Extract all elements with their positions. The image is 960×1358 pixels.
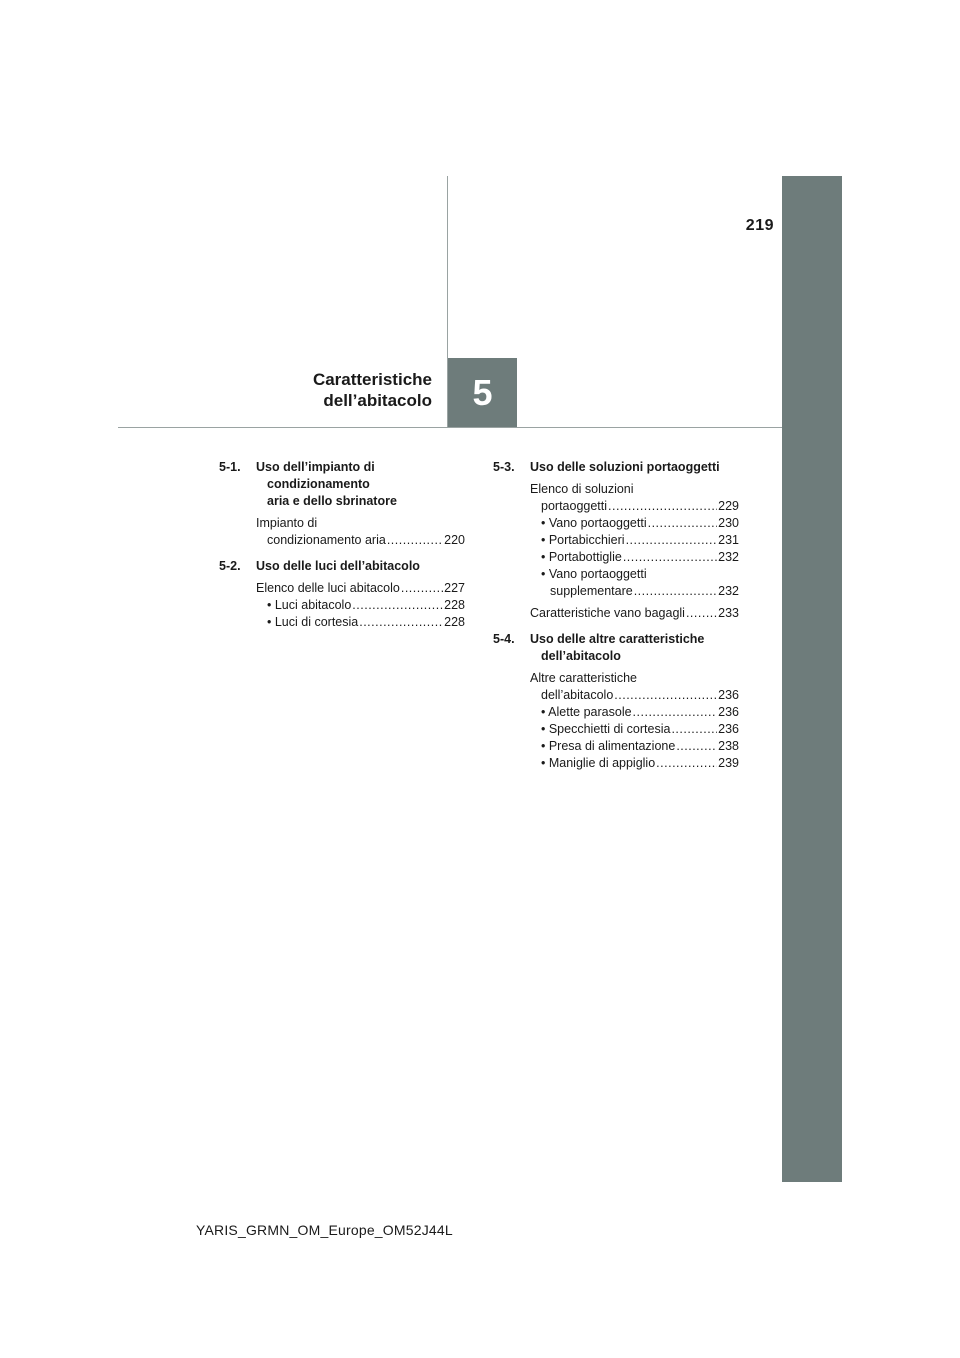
page-ref: 229 [718,499,739,513]
toc-entry[interactable]: • Vano portaoggetti ..... 230 [530,515,739,532]
chapter-title-line2: dell’abitacolo [323,391,432,410]
page-ref: 228 [444,615,465,629]
section-number: 5-4. [493,632,515,646]
toc-column-right [493,459,739,781]
page-ref: 238 [718,739,739,753]
horizontal-rule [118,427,782,428]
toc-entry[interactable]: • Portabicchieri ..... 231 [530,532,739,549]
toc-entry[interactable]: • Vano portaoggetti supplementare ..... 232 [530,566,739,600]
toc-entry[interactable]: • Alette parasole ..... 236 [530,704,739,721]
toc-entry[interactable]: • Presa di alimentazione ..... 238 [530,738,739,755]
chapter-number: 5 [448,358,517,427]
toc-entry[interactable]: Impianto di condizionamento aria ..... 220 [256,515,465,549]
section-title[interactable]: Uso delle soluzioni portaoggetti [530,460,720,474]
section-title[interactable]: Uso delle luci dell’abitacolo [256,559,420,573]
section-number: 5-2. [219,559,241,573]
page-ref: 228 [444,598,465,612]
toc-section-5-1 [219,459,465,549]
toc-entry[interactable]: • Luci di cortesia ..... 228 [256,614,465,631]
page-ref: 239 [718,756,739,770]
toc-entry[interactable]: • Luci abitacolo ..... 228 [256,597,465,614]
page-ref: 220 [444,533,465,547]
page-ref: 236 [718,705,739,719]
document-footer-code: YARIS_GRMN_OM_Europe_OM52J44L [196,1222,453,1238]
section-number: 5-3. [493,460,515,474]
page-ref: 233 [718,606,739,620]
page-ref: 227 [444,581,465,595]
toc-entry[interactable]: • Maniglie di appiglio ..... 239 [530,755,739,772]
section-title[interactable]: Uso delle altre caratteristiche dell’abitacolo [530,632,705,663]
chapter-title-line1: Caratteristiche [312,370,432,389]
page-ref: 231 [718,533,739,547]
toc-column-left [219,459,465,640]
page-ref: 236 [718,688,739,702]
toc-entry[interactable]: Elenco delle luci abitacolo ..... 227 [256,580,465,597]
chapter-title [240,369,432,411]
toc-section-5-2 [219,558,465,631]
section-title[interactable]: Uso dell’impianto di condizionamento aria e dello sbrinatore [256,460,397,508]
toc-section-5-3 [493,459,739,622]
chapter-side-tab [782,176,842,1182]
page-ref: 232 [718,584,739,598]
toc-entry[interactable]: Caratteristiche vano bagagli ..... 233 [530,605,739,622]
toc-entry[interactable]: Elenco di soluzioni portaoggetti ..... 229 [530,481,739,515]
section-number: 5-1. [219,460,241,474]
toc-section-5-4 [493,631,739,772]
toc-entry[interactable]: Altre caratteristiche dell’abitacolo ..... 236 [530,670,739,704]
toc-entry[interactable]: • Specchietti di cortesia ..... 236 [530,721,739,738]
page-ref: 232 [718,550,739,564]
page-ref: 236 [718,722,739,736]
page-ref: 230 [718,516,739,530]
page-number: 219 [745,217,774,234]
toc-entry[interactable]: • Portabottiglie ..... 232 [530,549,739,566]
